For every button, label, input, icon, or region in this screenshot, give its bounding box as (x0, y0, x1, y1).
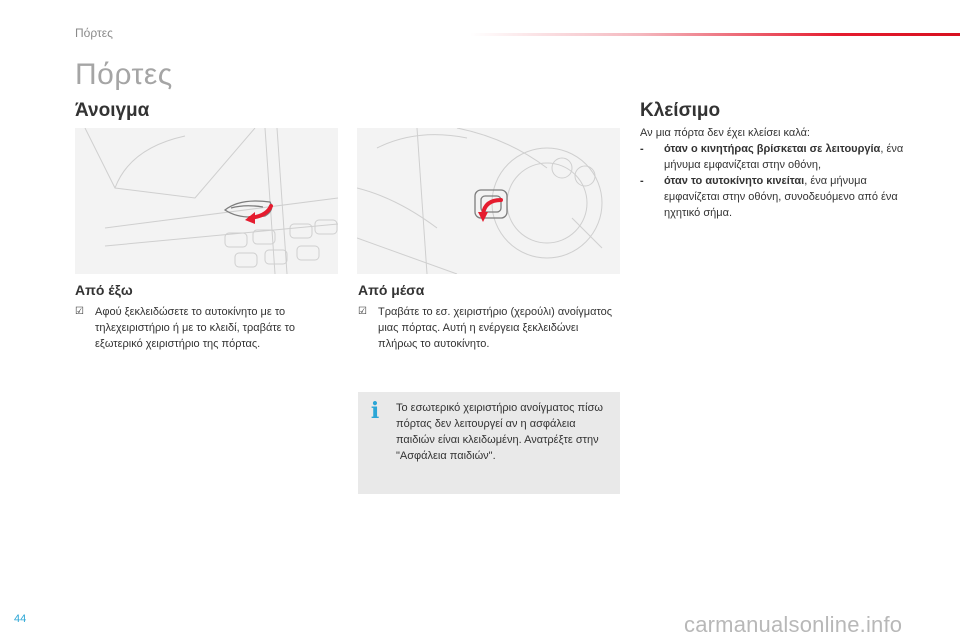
page-number: 44 (14, 613, 27, 625)
info-icon: i (370, 398, 380, 424)
closing-list (640, 141, 905, 221)
opening-heading: Άνοιγμα (75, 100, 150, 121)
interior-handle-illustration (357, 128, 620, 274)
list-item-text (664, 173, 905, 221)
closing-intro: Αν μια πόρτα δεν έχει κλείσει καλά: (640, 127, 810, 139)
outside-instruction-text: Αφού ξεκλειδώσετε το αυτοκίνητο με το τηλεχειριστήριο ή με το κλειδί, τραβάτε το εξωτερικό χειριστήριο της πόρτας. (95, 306, 295, 350)
child-safety-info-box (358, 392, 620, 494)
closing-heading: Κλείσιμο (640, 100, 721, 121)
list-item-bold: όταν το αυτοκίνητο κινείται (664, 175, 805, 187)
list-item-text (664, 141, 905, 173)
inside-instruction (358, 304, 620, 352)
section-header: Πόρτες (75, 26, 113, 40)
watermark: carmanualsonline.info (684, 612, 903, 637)
list-dash: - (640, 175, 644, 187)
list-dash: - (640, 143, 644, 155)
inside-heading: Από μέσα (358, 282, 425, 298)
list-item-rest: , ένα μήνυμα εμφανίζεται στην οθόνη, συνοδευόμενο από ένα ηχητικό σήμα. (664, 175, 898, 219)
outside-instruction (75, 304, 335, 352)
info-text: Το εσωτερικό χειριστήριο ανοίγματος πίσω πόρτας δεν λειτουργεί αν η ασφάλεια παιδιών είναι κλειδωμένη. Ανατρέξτε στην "Ασφάλεια παιδιών". (396, 402, 603, 462)
page-title: Πόρτες (75, 58, 173, 91)
header-accent-line (470, 33, 960, 36)
list-item (640, 141, 905, 173)
exterior-handle-illustration (75, 128, 338, 274)
checkbox-bullet-icon: ☑ (75, 306, 84, 317)
list-item-rest: , ένα μήνυμα εμφανίζεται στην οθόνη, (664, 143, 904, 171)
list-item-bold: όταν ο κινητήρας βρίσκεται σε λειτουργία (664, 143, 881, 155)
list-item (640, 173, 905, 221)
inside-instruction-text: Τραβάτε το εσ. χειριστήριο (χερούλι) ανοίγματος μιας πόρτας. Αυτή η ενέργεια ξεκλειδώνει πλήρως το αυτοκίνητο. (378, 306, 613, 350)
outside-heading: Από έξω (75, 282, 133, 298)
checkbox-bullet-icon: ☑ (358, 306, 367, 317)
